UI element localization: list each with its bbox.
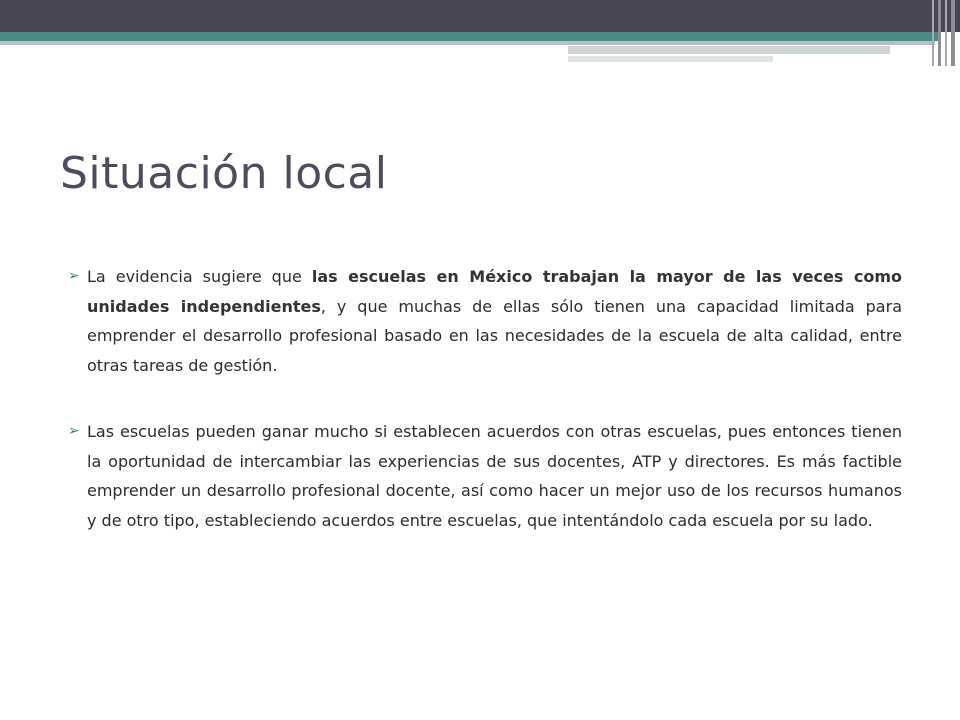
header-teal-stripe <box>0 32 940 41</box>
header-gray-stripe <box>0 41 935 45</box>
slide-title: Situación local <box>60 148 388 199</box>
header-accent-bar-short <box>568 56 773 62</box>
bullet-2-text: Las escuelas pueden ganar mucho si establecen acuerdos con otras escuelas, pues entonces tienen la oportunidad de intercambiar las experiencias de sus docentes, ATP y directores. Es más factible emprender un desarrollo profesional docente, así como hacer un mejor uso de los recursos humanos y de otro tipo, estableciendo acuerdos entre escuelas, que intentándolo cada escuela por su lado. <box>87 421 902 530</box>
vertical-line <box>951 0 955 66</box>
bullet-1-emphasis: las escuelas en México trabajan la mayor de las veces como unidades independientes <box>87 267 903 316</box>
vertical-line <box>938 0 941 66</box>
header-dark-stripe <box>0 0 960 32</box>
arrow-bullet-icon: ➢ <box>68 268 80 284</box>
slide-body <box>68 262 902 536</box>
vertical-line <box>932 0 934 66</box>
bullet-item-1 <box>68 262 902 381</box>
header-vertical-lines <box>930 0 960 66</box>
arrow-bullet-icon: ➢ <box>68 422 80 439</box>
bullet-1-text-end: , y que muchas de ellas sólo tienen una capacidad limitada para emprender el desarrollo profesional basado en las necesidades de la escuela de alta calidad, entre otras tareas de gestión. <box>87 296 902 376</box>
vertical-line <box>945 0 947 66</box>
bullet-1-text-start: La evidencia sugiere que <box>87 267 312 286</box>
header-accent-bar <box>568 46 890 54</box>
bullet-item-2 <box>68 417 902 536</box>
